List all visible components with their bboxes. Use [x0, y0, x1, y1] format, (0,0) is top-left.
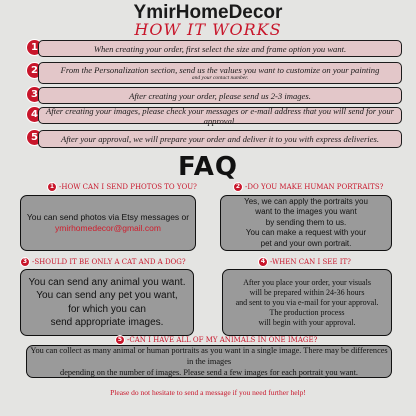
- faq-answer-3-line: You can send any pet you want,: [36, 290, 178, 301]
- step-5: [38, 130, 402, 148]
- faq-question-1-text: -HOW CAN I SEND PHOTOS TO YOU?: [59, 182, 197, 191]
- faq-answer-3: [20, 269, 194, 336]
- step-number-3: 3: [26, 86, 43, 103]
- footer-note: Please do not hesitate to send a message if you need further help!: [110, 388, 306, 397]
- faq-badge-2: 2: [233, 182, 243, 192]
- step-number-2: 2: [26, 62, 43, 79]
- step-number-4: 4: [26, 106, 43, 123]
- step-4: [38, 107, 402, 124]
- faq-answer-4-line: The production process: [269, 307, 345, 317]
- faq-badge-4: 4: [258, 257, 268, 267]
- faq-question-5: [115, 334, 317, 345]
- faq-answer-3-line: You can send any animal you want.: [28, 276, 186, 288]
- faq-badge-1: 1: [47, 182, 57, 192]
- faq-answer-5-line: depending on the number of images. Please send a few images for each portrait you want.: [60, 368, 358, 377]
- faq-question-1: [47, 181, 197, 192]
- step-5-text: After your approval, we will prepare your order and deliver it to you with express deliveries.: [61, 134, 379, 144]
- faq-question-2-text: -DO YOU MAKE HUMAN PORTRAITS?: [245, 182, 384, 191]
- step-3-text: After creating your order, please send us 2-3 images.: [129, 90, 311, 101]
- faq-badge-5: 5: [115, 335, 125, 345]
- faq-answer-4-line: and sent to you via e-mail for your approval.: [235, 297, 379, 307]
- faq-question-5-text: -CAN I HAVE ALL OF MY ANIMALS IN ONE IMAGE?: [127, 335, 318, 344]
- faq-answer-2-line: Yes, we can apply the portraits you: [244, 196, 368, 206]
- faq-answer-2-line: You can make a request with your: [245, 228, 367, 238]
- faq-badge-3: 3: [20, 257, 30, 267]
- step-4-text: After creating your images, please check your messages or e-mail address that you will send for your approval.: [45, 105, 395, 126]
- faq-answer-2-line: by sending them to us.: [265, 217, 347, 227]
- faq-answer-4-line: will begin with your approval.: [258, 317, 356, 327]
- faq-answer-2: [220, 195, 392, 251]
- step-1-text: When creating your order, first select the size and frame option you want.: [93, 43, 347, 54]
- faq-question-3: [20, 256, 186, 267]
- faq-answer-5: [26, 345, 392, 378]
- faq-question-4-text: -WHEN CAN I SEE IT?: [270, 257, 351, 266]
- step-2-text: From the Personalization section, send us the values you want to customize on your painting: [60, 65, 380, 75]
- faq-answer-3-line: for which you can: [68, 303, 146, 315]
- faq-answer-1: [20, 195, 196, 251]
- step-2: [38, 62, 402, 84]
- faq-answer-4-line: After you place your order, your visuals: [243, 277, 371, 287]
- faq-answer-4: [222, 269, 392, 336]
- faq-answer-1-line: You can send photos via Etsy messages or: [26, 212, 190, 222]
- step-number-1: 1: [26, 39, 43, 56]
- faq-answer-2-line: want to the images you want: [255, 207, 357, 217]
- faq-answer-2-line: pet and your own portrait.: [260, 238, 352, 248]
- faq-question-2: [233, 181, 383, 192]
- faq-question-4: [258, 256, 351, 267]
- how-it-works-title: HOW IT WORKS: [134, 20, 282, 39]
- faq-question-3-text: -SHOULD IT BE ONLY A CAT AND A DOG?: [32, 257, 186, 266]
- faq-answer-3-line: send appropriate images.: [50, 317, 164, 328]
- step-2-subtext: and your contact number.: [191, 75, 249, 81]
- step-3: [38, 87, 402, 104]
- step-number-5: 5: [26, 129, 43, 146]
- faq-answer-1-email: ymirhomedecor@gmail.com: [55, 223, 161, 233]
- step-1: [38, 40, 402, 57]
- faq-title: FAQ: [177, 152, 238, 182]
- brand-title: YmirHomeDecor: [133, 2, 283, 23]
- faq-answer-4-line: will be prepared within 24-36 hours: [249, 287, 365, 297]
- faq-answer-5-line: You can collect as many animal or human portraits as you want in a single image. There may be differences in the images: [30, 346, 388, 366]
